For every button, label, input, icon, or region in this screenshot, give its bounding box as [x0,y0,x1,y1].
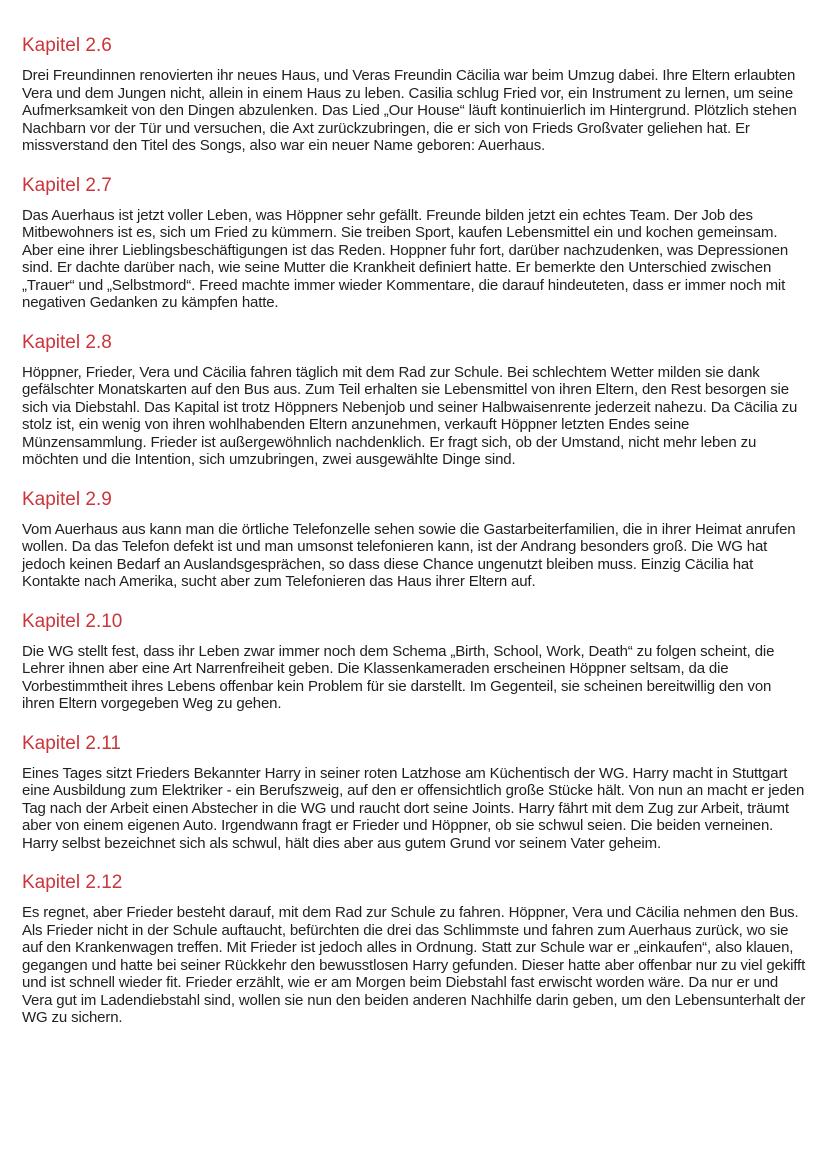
chapter-summary: Die WG stellt fest, dass ihr Leben zwar immer noch dem Schema „Birth, School, Work, Death“ zu folgen scheint, die Lehrer ihnen aber eine Art Narrenfreiheit geben. Die Klassenkameraden erscheinen Höppner seltsam, da die Vorbestimmtheit ihres Lebens offenbar kein Problem für sie darstellt. Im Gegenteil, sie scheinen bereitwillig den von ihren Eltern vorgegeben Weg zu gehen. [22,642,775,712]
chapter-heading: Kapitel 2.7 [22,174,112,196]
chapter-heading: Kapitel 2.12 [22,872,123,893]
chapter-summary: Höppner, Frieder, Vera und Cäcilia fahren täglich mit dem Rad zur Schule. Bei schlechtem Wetter milden sie dank gefälschter Monatskarten auf den Bus aus. Zum Teil erhalten sie Lebensmittel von ihren Eltern, den Rest besorgen sie sich via Diebstahl. Das Kapital ist trotz Höppners Nebenjob und seiner Halbwaisenrente jederzeit nahezu. Da Cäcilia zu stolz ist, ein wenig von ihren wohlhabenden Eltern anzunehmen, verkauft Höppner letzten Endes seine Münzensammlung. Frieder ist außergewöhnlich nachdenklich. Er fragt sich, ob der Umstand, nicht mehr leben zu möchten und die Intention, sich umzubringen, zwei ausgewählte Dinge sind. [22,363,798,468]
chapter-section-2-7 [22,175,806,312]
chapter-heading: Kapitel 2.6 [22,35,112,56]
chapter-section-2-9 [22,489,806,591]
chapter-summary: Eines Tages sitzt Frieders Bekannter Harry in seiner roten Latzhose am Küchentisch der WG. Harry macht in Stuttgart eine Ausbildung zum Elektriker - ein Berufszweig, auf den er offensichtlich große Stücke hält. Von nun an macht er jeden Tag nach der Arbeit einen Abstecher in die WG und raucht dort seine Joints. Harry fährt mit dem Zug zur Arbeit, träumt aber von einem eigenen Auto. Irgendwann fragt er Frieder und Höppner, ob sie schwul seien. Die beiden verneinen. Harry selbst bezeichnet sich als schwul, hält dies aber aus gutem Grund vor seinem Vater geheim. [22,764,805,852]
chapter-summary: Drei Freundinnen renovierten ihr neues Haus, und Veras Freundin Cäcilia war beim Umzug dabei. Ihre Eltern erlaubten Vera und dem Jungen nicht, allein in einem Haus zu leben. Casilia schlug Fried vor, ein Instrument zu lernen, um seine Aufmerksamkeit von den Dingen abzulenken. Das Lied „Our House“ läuft kontinuierlich im Hintergrund. Plötzlich stehen Nachbarn vor der Tür und versuchen, die Axt zurückzubringen, die er sich von Frieds Großvater geliehen hat. Er missverstand den Titel des Songs, also war ein neuer Name geboren: Auerhaus. [22,67,797,154]
chapter-heading: Kapitel 2.8 [22,331,112,353]
chapter-heading: Kapitel 2.11 [22,732,121,754]
chapter-heading: Kapitel 2.10 [22,610,123,632]
chapter-section-2-10 [22,611,806,713]
chapter-summary: Vom Auerhaus aus kann man die örtliche Telefonzelle sehen sowie die Gastarbeiterfamilien, die in ihrer Heimat anrufen wollen. Da das Telefon defekt ist und man umsonst telefonieren kann, ist der Andrang besonders groß. Die WG hat jedoch keinen Bedarf an Auslandsgesprächen, so dass diese Chance ungenutzt bleiben muss. Einzig Cäcilia hat Kontakte nach Amerika, sucht aber zum Telefonieren das Haus ihrer Eltern auf. [22,520,796,590]
chapter-summary: Es regnet, aber Frieder besteht darauf, mit dem Rad zur Schule zu fahren. Höppner, Vera und Cäcilia nehmen den Bus. Als Frieder nicht in der Schule auftaucht, befürchten die drei das Schlimmste und fahren zum Auerhaus zurück, wo sie auf den Krankenwagen treffen. Mit Frieder ist jedoch alles in Ordnung. Statt zur Schule war er „einkaufen“, also klauen, gegangen und hatte bei seiner Rückkehr den bewusstlosen Harry gefunden. Dieser hatte aber offenbar nur zu viel gekifft und ist schnell wieder fit. Frieder erzählt, wie er am Morgen beim Diebstahl fast erwischt worden wäre. Da nur er und Vera gut im Ladendiebstahl sind, wollen sie nun den beiden anderen Nachhilfe darin geben, um den Lebensunterhalt der WG zu sichern. [22,904,806,1026]
chapter-section-2-12 [22,872,806,1027]
chapter-summary: Das Auerhaus ist jetzt voller Leben, was Höppner sehr gefällt. Freunde bilden jetzt ein echtes Team. Der Job des Mitbewohners ist es, sich um Fried zu kümmern. Sie treiben Sport, kaufen Lebensmittel ein und kochen gemeinsam. Aber eine ihrer Lieblingsbeschäftigungen ist das Reden. Hoppner fuhr fort, darüber nachzudenken, was Depressionen sind. Er dachte darüber nach, wie seine Mutter die Krankheit definiert hatte. Er bemerkte den Unterschied zwischen „Trauer“ und „Selbstmord“. Freed machte immer wieder Kommentare, die darauf hindeuteten, dass er immer noch mit negativen Gedanken zu kämpfen hatte. [22,206,789,311]
chapter-section-2-8 [22,332,806,469]
chapter-section-2-11 [22,733,806,853]
chapter-heading: Kapitel 2.9 [22,488,112,510]
chapter-section-2-6 [22,35,806,155]
